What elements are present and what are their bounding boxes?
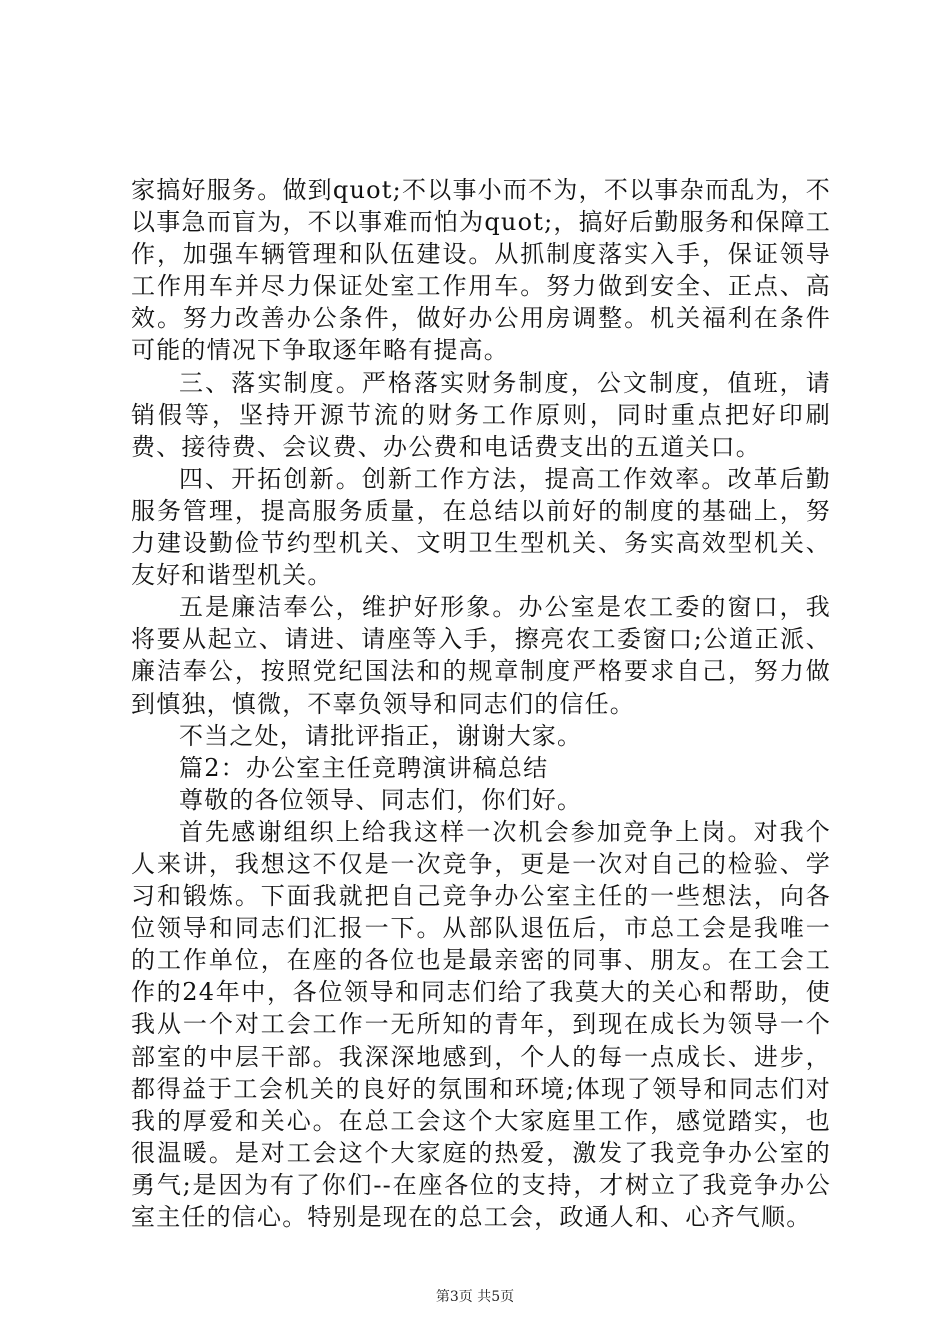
document-body (131, 174, 831, 1233)
paragraph-8: 首先感谢组织上给我这样一次机会参加竞争上岗。对我个人来讲，我想这不仅是一次竞争，更是一次对自己的检验、学习和锻炼。下面我就把自己竞争办公室主任的一些想法，向各位领导和同志们汇报一下。从部队退伍后，市总工会是我唯一的工作单位，在座的各位也是最亲密的同事、朋友。在工会工作的24年中，各位领导和同志们给了我莫大的关心和帮助，使我从一个对工会工作一无所知的青年，到现在成长为领导一个部室的中层干部。我深深地感到，个人的每一点成长、进步，都得益于工会机关的良好的氛围和环境;体现了领导和同志们对我的厚爱和关心。在总工会这个大家庭里工作，感觉踏实，也很温暖。是对工会这个大家庭的热爱，激发了我竞争办公室的勇气;是因为有了你们--在座各位的支持，才树立了我竞争办公室主任的信心。特别是现在的总工会，政通人和、心齐气顺。 (131, 817, 831, 1231)
paragraph-1: 家搞好服务。做到quot;不以事小而不为，不以事杂而乱为，不以事急而盲为，不以事难而怕为quot;，搞好后勤服务和保障工作，加强车辆管理和队伍建设。从抓制度落实入手，保证领导工作用车并尽力保证处室工作用车。努力做到安全、正点、高效。努力改善办公条件，做好办公用房调整。机关福利在条件可能的情况下争取逐年略有提高。 (131, 176, 831, 365)
section-heading: 篇2：办公室主任竞聘演讲稿总结 (179, 753, 549, 782)
page-footer: 第3页 共5页 (435, 1289, 515, 1305)
paragraph-greeting: 尊敬的各位领导、同志们，你们好。 (179, 785, 583, 814)
paragraph-5: 不当之处，请批评指正，谢谢大家。 (179, 721, 583, 750)
paragraph-3: 四、开拓创新。创新工作方法，提高工作效率。改革后勤服务管理，提高服务质量，在总结以前好的制度的基础上，努力建设勤俭节约型机关、文明卫生型机关、务实高效型机关、友好和谐型机关。 (131, 464, 831, 590)
paragraph-4: 五是廉洁奉公，维护好形象。办公室是农工委的窗口，我将要从起立、请进、请座等入手，擦亮农工委窗口;公道正派、廉洁奉公，按照党纪国法和的规章制度严格要求自己，努力做到慎独，慎微，不辜负领导和同志们的信任。 (131, 593, 831, 718)
paragraph-2: 三、落实制度。严格落实财务制度，公文制度，值班，请销假等，坚持开源节流的财务工作原则，同时重点把好印刷费、接待费、会议费、办公费和电话费支出的五道关口。 (131, 368, 831, 461)
